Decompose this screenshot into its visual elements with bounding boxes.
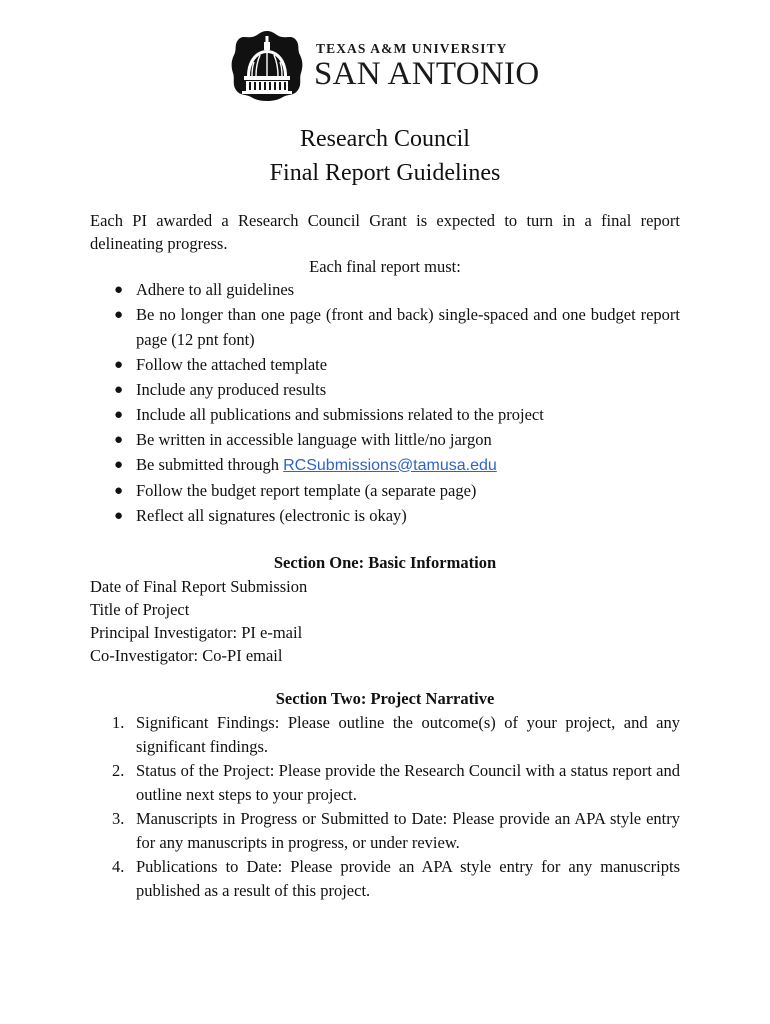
list-item [90,353,680,378]
bullet-icon: ● [114,356,124,373]
narrative-list [90,711,680,903]
narrative-text: Manuscripts in Progress or Submitted to Date: Please provide an APA style entry for any manuscripts in progress, or under review. [136,809,680,852]
requirement-text: Be no longer than one page (front and back) single-spaced and one budget report page (12 pnt font) [136,305,680,349]
dome-seal-icon [230,30,304,102]
list-item [90,479,680,504]
item-number: 1. [112,713,125,732]
requirements-heading: Each final report must: [309,257,461,276]
requirement-text: Be submitted through [136,454,284,474]
document-subtitle: Final Report Guidelines [269,160,501,186]
bullet-icon: ● [114,307,124,323]
list-item [90,278,680,303]
requirement-text: Follow the budget report template (a separate page) [136,480,477,500]
list-item [90,504,680,529]
list-item [90,303,680,352]
info-line: Title of Project [90,600,190,619]
requirement-text: Reflect all signatures (electronic is okay) [136,505,407,525]
section-two-heading: Section Two: Project Narrative [275,689,495,708]
info-line: Principal Investigator: PI e-mail [90,623,303,642]
submission-email-link[interactable]: RCSubmissions@tamusa.edu [283,456,497,474]
intro-paragraph: Each PI awarded a Research Council Grant is expected to turn in a final report delineating progress. [90,211,680,253]
logo-university-name: TEXAS A&M UNIVERSITY [316,41,508,56]
list-item [90,428,680,453]
bullet-icon: ● [114,507,124,524]
requirements-list [90,278,680,529]
bullet-icon: ● [114,482,124,499]
list-item [90,378,680,403]
item-number: 2. [112,761,125,780]
bullet-icon: ● [114,406,124,423]
info-line: Date of Final Report Submission [90,577,308,596]
university-logo [230,30,550,102]
list-item [90,807,680,855]
narrative-text: Significant Findings: Please outline the outcome(s) of your project, and any significant findings. [136,713,680,756]
bullet-icon: ● [114,431,124,448]
narrative-text: Status of the Project: Please provide the Research Council with a status report and outline next steps to your project. [136,761,680,804]
requirement-text: Include all publications and submissions related to the project [136,404,544,424]
logo-campus-name: SAN ANTONIO [314,56,540,92]
bullet-icon: ● [114,282,124,298]
list-item [90,711,680,759]
requirement-text: Follow the attached template [136,354,328,374]
list-item [90,453,680,479]
bullet-icon: ● [114,381,124,398]
info-line: Co-Investigator: Co-PI email [90,646,283,665]
item-number: 4. [112,857,125,876]
list-item [90,855,680,903]
requirement-text: Be written in accessible language with little/no jargon [136,429,492,449]
requirement-text: Adhere to all guidelines [136,280,295,299]
list-item [90,403,680,428]
list-item [90,759,680,807]
basic-info-lines [90,575,680,667]
bullet-icon: ● [114,456,124,473]
item-number: 3. [112,809,125,828]
section-one-heading: Section One: Basic Information [273,553,497,572]
requirement-text: Include any produced results [136,379,327,399]
document-title: Research Council [300,126,470,152]
narrative-text: Publications to Date: Please provide an APA style entry for any manuscripts published as a result of this project. [136,857,680,900]
